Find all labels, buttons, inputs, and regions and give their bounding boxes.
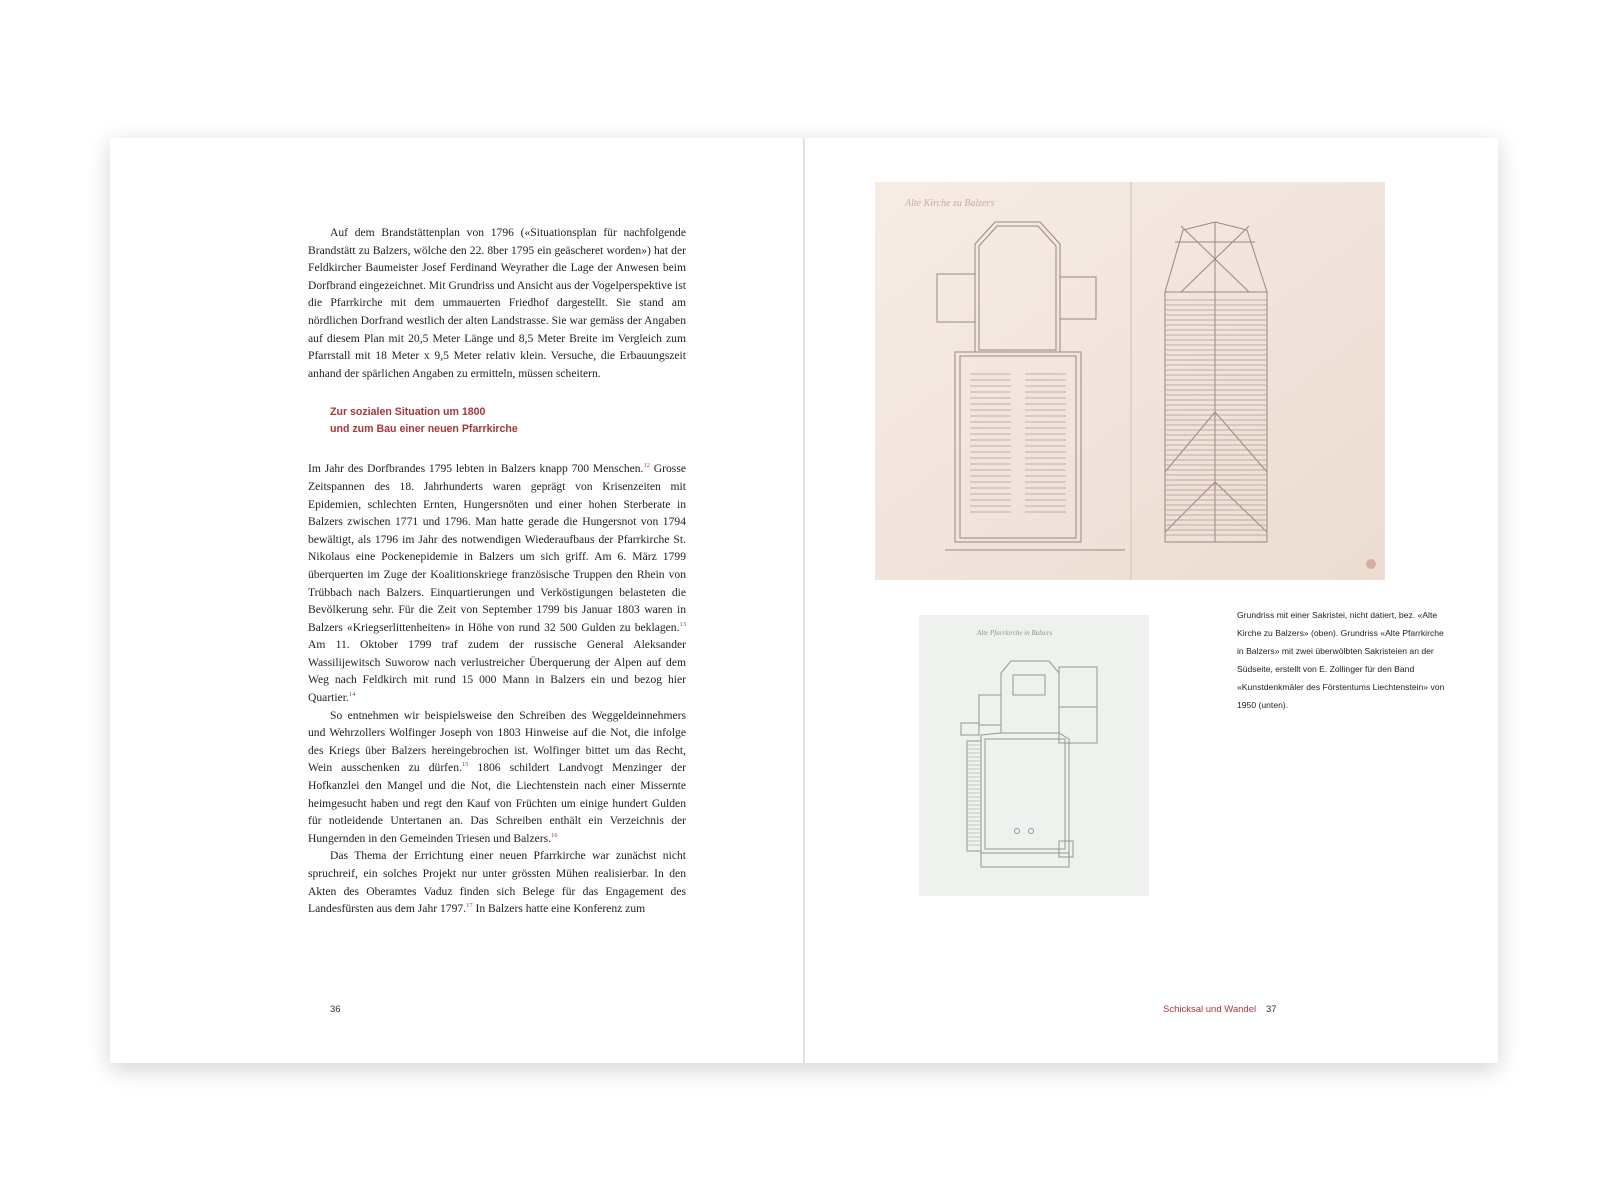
image-caption: Grundriss mit einer Sakristei, nicht datiert, bez. «Alte Kirche zu Balzers» (oben). Grundriss «Alte Pfarrkirche in Balzers» mit zwei überwölbten Sakristeien an der Südseite, erstellt von E. Zollinger für den Band «Kunstdenkmäler des Förstentums Liechtenstein» von 1950 (unten). (1237, 610, 1445, 710)
floor-plan-drawing-top (875, 182, 1385, 580)
page-number-left: 36 (330, 1004, 341, 1015)
paragraph-brandstaettenplan: Auf dem Brandstättenplan von 1796 («Situationsplan für nachfolgende Brandstätt zu Balzers, wölche den 22. 8ber 1795 ein geäscheret worden») hat der Feldkircher Baumeister Josef Ferdinand Weyrather die Lage der Anwesen beim Dorfbrand eingezeichnet. Mit Grundriss und Ansicht aus der Vogelperspektive ist die Pfarrkirche mit dem ummauerten Friedhof dargestellt. Sie stand am nördlichen Dorfrand westlich der alten Landstrasse. Sie war gemäss der Angaben auf diesem Plan mit 20,5 Meter Länge und 8,5 Meter Breite im Vergleich zum Pfarrstall mit 18 Meter x 9,5 Meter relativ klein. Versuche, die Erbauungszeit anhand der spärlichen Angaben zu ermitteln, müssen scheitern. (308, 226, 686, 380)
floor-plan-drawing-bottom (919, 615, 1149, 896)
footnote-ref-15[interactable]: 15 (461, 761, 469, 769)
paragraph-pfarrkirche-part-a: Das Thema der Errichtung einer neuen Pfarrkirche war zunächst nicht spruchreif, ein solches Projekt nur unter grössten Mühen realisierbar. In den Akten des Oberamtes Vaduz finden sich Belege für das Engagement des Landesfürsten aus dem Jahr 1797. (308, 849, 686, 916)
running-head: Schicksal und Wandel (1163, 1004, 1257, 1015)
footnote-ref-17[interactable]: 17 (466, 902, 473, 910)
paragraph-weggeldeinnehmer (308, 707, 686, 848)
footnote-ref-12[interactable]: 12 (643, 462, 650, 470)
paragraph-dorfbrand-part-a: Im Jahr des Dorfbrandes 1795 lebten in Balzers knapp 700 Menschen. (308, 462, 644, 476)
subheading-line-2: und zum Bau einer neuen Pfarrkirche (330, 423, 518, 436)
footnote-ref-16[interactable]: 16 (551, 831, 558, 839)
paragraph-dorfbrand (308, 460, 686, 706)
footnote-ref-14[interactable]: 14 (348, 691, 356, 699)
subheading-line-1: Zur sozialen Situation um 1800 (330, 406, 486, 419)
paragraph-dorfbrand-part-b: Grosse Zeitspannen des 18. Jahrhunderts waren geprägt von Krisenzeiten mit Epidemien, schlechten Ernten, Hungersnöten und einer hohen Sterberate in Balzers zwischen 1771 und 1796. Man hatte gerade die Hungersnot von 1794 bewältigt, als 1796 im Jahr des notwendigen Wiederaufbaus der Pfarrkirche St. Nikolaus eine Pockenepidemie in Balzers um sich griff. Am 6. März 1799 überquerten im Zuge der Koalitionskriege französische Truppen den Rhein von Trübbach nach Balzers. Einquartierungen und Verköstigungen belasteten die Bevölkerung sehr. Für die Zeit von September 1799 bis Januar 1803 waren in Balzers «Kriegserlittenheiten» in Höhe von rund 32 500 Gulden zu beklagen. (308, 462, 686, 634)
plan-top-inscription: Alte Kirche zu Balzers (905, 198, 995, 209)
right-page (805, 138, 1498, 1063)
footnote-ref-13[interactable]: 13 (679, 620, 686, 628)
body-text-column (308, 224, 686, 918)
page-number-right: 37 (1266, 1004, 1277, 1015)
paragraph-weggeld-part-a: So entnehmen wir beispielsweise den Schreiben des Weggeldeinnehmers und Wehrzollers Wolfinger Joseph von 1803 Hinweise auf die Not, die infolge des Kriegs über Balzers hereingebrochen ist. Wolfinger bittet um das Recht, Wein ausschenken zu dürfen. (308, 708, 686, 775)
left-page (110, 138, 803, 1063)
paragraph-weggeld-part-b: 1806 schildert Landvogt Menzinger der Hofkanzlei den Mangel und die Not, die Liechtenstein nach einer Missernte heimgesucht haben und regt den Kauf von Früchten um einige hundert Gulden für notleidende Untertanen an. Das Schreiben enthält ein Verzeichnis der Hungernden in den Gemeinden Triesen und Balzers. (308, 761, 686, 845)
section-subheading (330, 404, 686, 438)
plan-bottom-inscription: Alte Pfarrkirche in Balzers (977, 629, 1053, 637)
paragraph-neue-pfarrkirche (308, 847, 686, 917)
paragraph-pfarrkirche-part-b: In Balzers hatte eine Konferenz zum (472, 902, 646, 916)
paragraph-dorfbrand-part-c: Am 11. Oktober 1799 traf zudem der russische General Aleksander Wassilijewitsch Suworow nach verlustreicher Überquerung der Alpen auf dem Weg nach Feldkirch mit rund 15 000 Mann in Balzers ein und bezog hier Quartier. (308, 638, 686, 705)
